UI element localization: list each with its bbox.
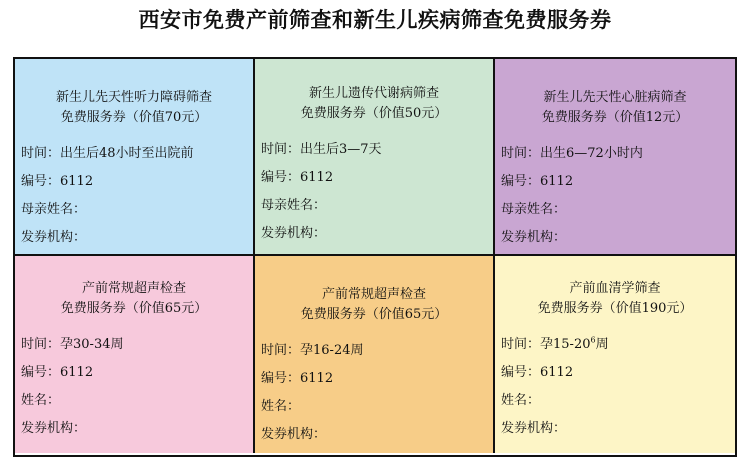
issuer-field[interactable] [501,229,729,257]
time-label: 时间： [261,343,301,358]
voucher-title: 新生儿遗传代谢病筛查 [308,86,439,101]
number-value: 6112 [540,365,574,380]
number-field [501,173,729,201]
name-label: 姓名： [261,399,301,414]
time-field [261,342,487,370]
name-field[interactable] [261,398,487,426]
number-value: 6112 [60,174,94,189]
mother-name-label: 母亲姓名： [261,198,327,213]
time-value [540,337,609,352]
voucher-price: 免费服务券（价值12元） [541,110,689,125]
time-label: 时间： [21,337,61,352]
number-field [21,364,247,392]
time-label: 时间： [501,337,541,352]
voucher-card-newborn-metabolic [255,59,495,256]
voucher-title: 新生儿先天性心脏病筛查 [543,90,687,105]
issuer-field[interactable] [501,420,729,448]
number-value: 6112 [300,170,334,185]
issuer-field[interactable] [261,426,487,454]
time-value-main: 孕15-20 [540,337,591,352]
time-value: 孕30-34周 [60,337,124,352]
number-field [261,169,487,197]
issuer-label: 发券机构： [261,226,327,241]
issuer-label: 发券机构： [261,427,327,442]
number-field [21,173,247,201]
name-field[interactable] [501,392,729,420]
voucher-title: 产前常规超声检查 [81,281,186,296]
mother-name-field[interactable] [21,201,247,229]
voucher-price: 免费服务券（价值50元） [300,106,448,121]
time-field [501,145,729,173]
number-field [501,364,729,392]
time-field [501,336,729,364]
name-field[interactable] [21,392,247,420]
number-label: 编号： [501,174,541,189]
number-label: 编号： [21,174,61,189]
name-label: 姓名： [501,393,541,408]
voucher-card-newborn-heart [495,59,735,256]
name-label: 姓名： [21,393,61,408]
time-value: 出生后3—7天 [300,142,382,157]
issuer-field[interactable] [21,229,247,257]
number-label: 编号： [501,365,541,380]
voucher-title: 新生儿先天性听力障碍筛查 [55,90,212,105]
number-label: 编号： [261,371,301,386]
voucher-grid [13,57,737,457]
issuer-field[interactable] [21,420,247,448]
voucher-price: 免费服务券（价值65元） [60,301,208,316]
issuer-label: 发券机构： [21,421,87,436]
issuer-field[interactable] [261,225,487,253]
mother-name-label: 母亲姓名： [501,202,567,217]
number-label: 编号： [21,365,61,380]
voucher-card-prenatal-ultrasound-16-24 [255,256,495,453]
number-value: 6112 [300,371,334,386]
number-value: 6112 [60,365,94,380]
voucher-card-prenatal-ultrasound-30-34 [15,256,255,453]
issuer-label: 发券机构： [501,421,567,436]
time-value-unit: 周 [595,337,609,352]
issuer-label: 发券机构： [501,230,567,245]
time-label: 时间： [21,146,61,161]
number-field [261,370,487,398]
time-field [21,145,247,173]
voucher-title: 产前常规超声检查 [321,287,426,302]
issuer-label: 发券机构： [21,230,87,245]
page-title: 西安市免费产前筛查和新生儿疾病筛查免费服务券 [138,8,612,32]
time-value: 出生6—72小时内 [540,146,643,161]
time-label: 时间： [261,142,301,157]
voucher-price: 免费服务券（价值70元） [60,110,208,125]
voucher-title: 产前血清学筛查 [569,281,661,296]
mother-name-field[interactable] [501,201,729,229]
number-label: 编号： [261,170,301,185]
time-field [261,141,487,169]
mother-name-field[interactable] [261,197,487,225]
time-value: 出生后48小时至出院前 [60,146,194,161]
time-value-superscript: 6 [590,335,596,345]
mother-name-label: 母亲姓名： [21,202,87,217]
voucher-card-prenatal-serum [495,256,735,453]
time-value: 孕16-24周 [300,343,364,358]
time-field [21,336,247,364]
time-label: 时间： [501,146,541,161]
voucher-price: 免费服务券（价值65元） [300,307,448,322]
voucher-card-newborn-hearing [15,59,255,256]
voucher-price: 免费服务券（价值190元） [537,301,693,316]
number-value: 6112 [540,174,574,189]
